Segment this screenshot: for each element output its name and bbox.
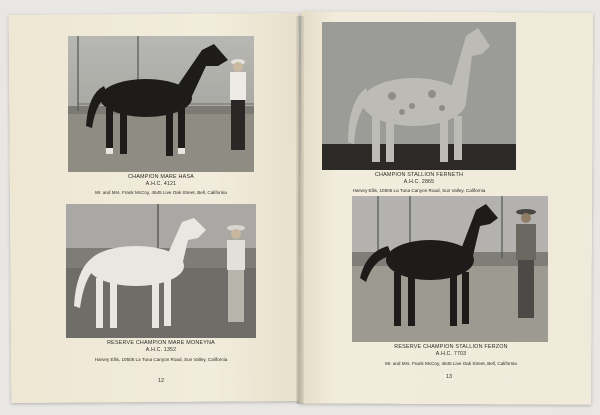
caption-title: RESERVE CHAMPION MARE MONEYNA xyxy=(107,340,215,346)
caption-title: RESERVE CHAMPION STALLION FERZON xyxy=(394,344,508,350)
photo-ferzon xyxy=(352,196,548,342)
owner-line-moneyna: Harvey Ellis, 10505 La Tuna Canyon Road, Sun Valley, California xyxy=(94,357,228,362)
page-number-right: 13 xyxy=(446,374,453,380)
owner-line-ferzon: Mr. and Mrs. Frank McCoy, 4645 Live Oak Street, Bell, California xyxy=(385,361,517,366)
page-number-left: 12 xyxy=(158,378,165,384)
owner-line-ferneth: Harvey Ellis, 10505 La Tuna Canyon Road, Sun Valley, California xyxy=(352,188,486,193)
caption-title: CHAMPION STALLION FERNETH xyxy=(374,172,464,178)
caption-title: CHAMPION MARE HASA xyxy=(128,174,194,180)
owner-line-hasa: Mr. and Mrs. Frank McCoy, 4645 Live Oak Street, Bell, California xyxy=(95,190,227,195)
caption-ferzon xyxy=(350,344,552,358)
caption-ferneth xyxy=(318,172,520,186)
photo-hasa xyxy=(68,36,254,172)
photo-moneyna xyxy=(66,204,256,338)
caption-hasa xyxy=(60,174,262,188)
photo-ferneth xyxy=(322,22,516,170)
caption-registration: A.H.C. 4121 xyxy=(145,181,177,187)
book-gutter xyxy=(296,16,304,404)
caption-registration: A.H.C. 7703 xyxy=(435,351,467,357)
caption-registration: A.H.C. 2865 xyxy=(403,179,435,185)
caption-moneyna xyxy=(60,340,262,354)
caption-registration: A.H.C. 1352 xyxy=(145,347,177,353)
